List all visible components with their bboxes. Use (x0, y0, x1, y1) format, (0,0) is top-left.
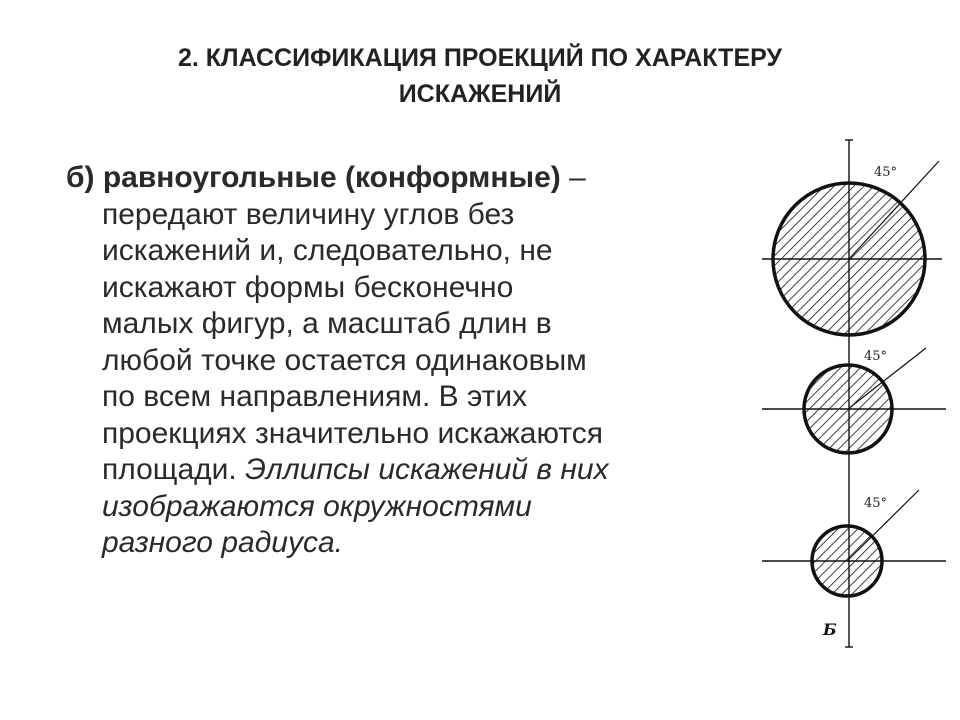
text-italic: изображаются окружностями (102, 489, 532, 523)
slide-title (60, 40, 900, 112)
text-line-italic (66, 489, 756, 526)
figure-caption: Б (823, 620, 837, 639)
title-line-1: 2. КЛАССИФИКАЦИЯ ПРОЕКЦИЙ ПО ХАРАКТЕРУ (177, 44, 783, 72)
text-italic: Эллипсы искажений в них (245, 453, 609, 486)
text-line-italic (66, 525, 756, 562)
distortion-ellipses-figure (756, 135, 960, 655)
text-italic: разного радиуса. (102, 526, 343, 559)
conformal-circles-diagram (756, 135, 960, 655)
text-line: любой точке остается одинаковым (102, 343, 587, 377)
text-line: искажений и, следовательно, не (102, 234, 553, 267)
definition-lead-line (66, 160, 756, 197)
text-line: передают величину углов без (102, 197, 515, 231)
text-line: проекциях значительно искажаются (102, 416, 603, 450)
text-line: малых фигур, а масштаб длин в (102, 307, 552, 340)
text-line: по всем направлениям. В этих (102, 380, 528, 413)
text-line: искажают формы бесконечно (102, 270, 514, 304)
title-line-2: ИСКАЖЕНИЙ (398, 80, 562, 108)
text-plain: площади. (102, 453, 246, 486)
text-line-mixed (66, 452, 756, 489)
term-dash: – (560, 161, 586, 194)
angle-label-medium: 45° (864, 349, 888, 364)
angle-label-small: 45° (864, 496, 888, 511)
angle-label-large: 45° (874, 165, 898, 180)
definition-paragraph (66, 160, 756, 562)
term-label: б) равноугольные (конформные) (66, 161, 561, 194)
